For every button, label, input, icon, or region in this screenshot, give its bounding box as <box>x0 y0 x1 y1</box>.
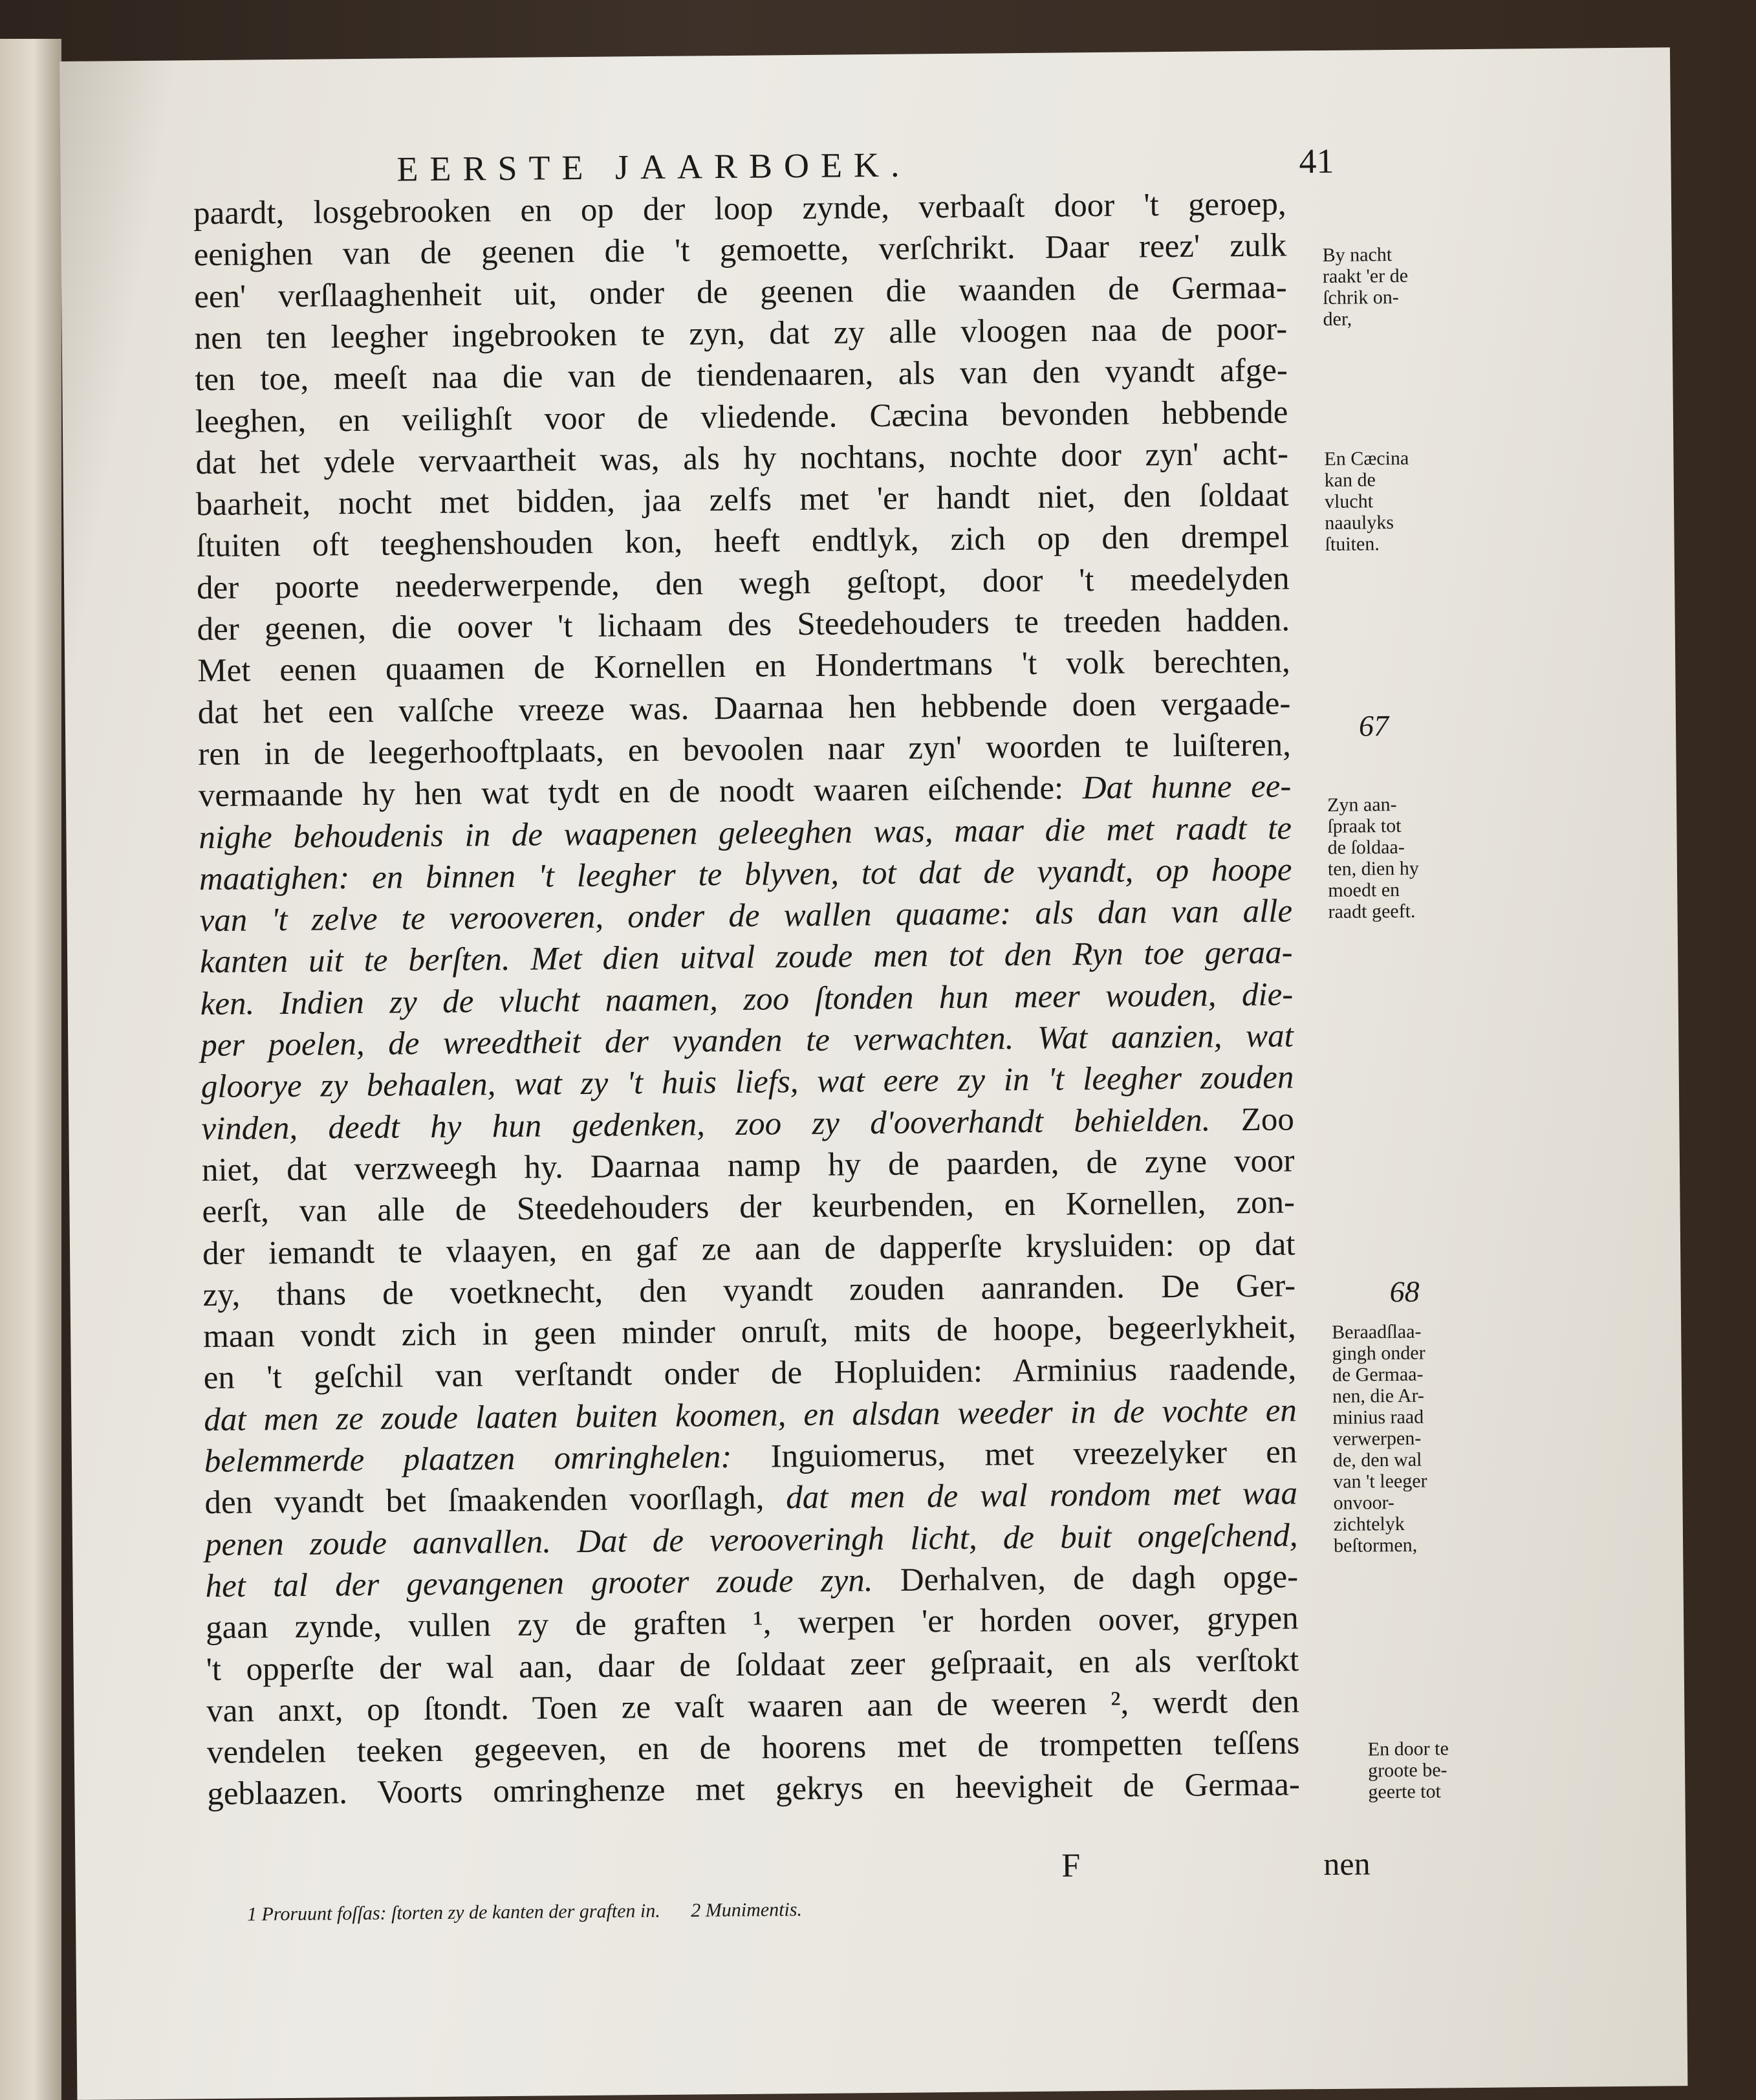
roman-text: ten toe, meeſt naa die van de tiendenaaren, als van den vyandt afge- <box>195 352 1288 399</box>
margin-note-line: de Germaa- <box>1332 1363 1424 1386</box>
roman-text: der geenen, die oover 't lichaam des Steedehouders te treeden hadden. <box>197 602 1290 648</box>
margin-note-line: minius raad <box>1332 1406 1424 1428</box>
margin-note-line: nen, die Ar- <box>1332 1384 1425 1407</box>
roman-text: der iemandt te vlaayen, en gaf ze aan de dapperſte krysluiden: op dat <box>202 1225 1295 1272</box>
margin-note-line: vlucht <box>1324 490 1374 512</box>
footnote: 1 Proruunt foſſas: ſtorten zy de kanten der graften in. <box>246 1900 660 1925</box>
margin-note-line: van 't leeger <box>1333 1470 1427 1493</box>
margin-note-line: raadt geeft. <box>1328 900 1416 923</box>
margin-note-line: beſtormen, <box>1333 1534 1418 1557</box>
margin-section-number: 68 <box>1389 1274 1420 1309</box>
italic-text: belemmerde plaatzen omringhelen: <box>204 1438 771 1480</box>
margin-note-line: ſpraak tot <box>1327 815 1402 837</box>
margin-note-line: zichtelyk <box>1333 1513 1405 1535</box>
roman-text: ſtuiten oft teeghenshouden kon, heeft endtlyk, zich op den drempel <box>196 518 1290 565</box>
text-line <box>207 1764 1300 1815</box>
roman-text: gaan zynde, vullen zy de graften ¹, werpen 'er horden oover, grypen <box>205 1600 1299 1646</box>
margin-note <box>1368 1737 1517 1802</box>
italic-text: gloorye zy behaalen, wat zy 't huis liefs, wat eere zy in 't leegher zouden <box>201 1059 1294 1106</box>
italic-text: van 't zelve te verooveren, onder de wallen quaame: als dan van alle <box>199 893 1293 939</box>
roman-text: ren in de leegerhooftplaats, en bevoolen naar zyn' woorden te luiſteren, <box>198 727 1292 773</box>
margin-note <box>1324 447 1473 555</box>
italic-text: nighe behoudenis in de waapenen geleeghen was, maar die met raadt te <box>199 809 1292 856</box>
margin-note-line: ſchrik on- <box>1323 286 1399 309</box>
italic-text: ken. Indien zy de vlucht naamen, zoo ſtonden hun meer wouden, die- <box>200 976 1294 1022</box>
italic-text: Dat hunne ee- <box>1082 768 1292 807</box>
italic-text: vinden, deedt hy hun gedenken, zoo zy d'ooverhandt behielden. <box>201 1101 1241 1147</box>
margin-note <box>1323 243 1472 330</box>
roman-text: eerſt, van alle de Steedehouders der keurbenden, en Kornellen, zon- <box>202 1184 1295 1230</box>
running-head: EERSTE JAARBOEK. <box>396 145 911 189</box>
margin-note <box>1327 793 1477 923</box>
roman-text: dat het ydele vervaartheit was, als hy nochtans, nochte door zyn' acht- <box>195 435 1289 481</box>
roman-text: van anxt, op ſtondt. Toen ze vaſt waaren aan de weeren ², werdt den <box>206 1683 1300 1729</box>
roman-text: zy, thans de voetknecht, den vyandt zouden aanranden. De Ger- <box>202 1267 1296 1313</box>
margin-note-line: By nacht <box>1322 244 1393 266</box>
margin-note-line: der, <box>1323 308 1352 330</box>
margin-note-line: de ſoldaa- <box>1327 836 1405 859</box>
italic-text: maatighen: en binnen 't leegher te blyven, tot dat de vyandt, op hoope <box>199 851 1292 897</box>
page-number: 41 <box>1299 141 1334 181</box>
previous-page-edge <box>0 39 61 2100</box>
footnotes <box>247 1899 828 1926</box>
roman-text: nen ten leegher ingebrooken te zyn, dat zy alle vloogen naa de poor- <box>194 311 1288 357</box>
margin-note-line: Zyn aan- <box>1327 794 1397 816</box>
roman-text: vendelen teeken gegeeven, en de hoorens met de trompetten teſſens <box>206 1725 1300 1771</box>
margin-note-line: moedt en <box>1328 879 1400 901</box>
margin-note-line: verwerpen- <box>1332 1427 1422 1450</box>
roman-text: vermaande hy hen wat tydt en de noodt waaren eiſchende: <box>198 770 1083 815</box>
signature-mark: F <box>1061 1847 1081 1885</box>
roman-text: paardt, losgebrooken en op der loop zynde, verbaaſt door 't geroep, <box>193 186 1286 232</box>
roman-text: maan vondt zich in geen minder onruſt, mits de hoope, begeerlykheit, <box>202 1309 1296 1355</box>
margin-note <box>1332 1320 1482 1557</box>
roman-text: niet, dat verzweegh hy. Daarnaa namp hy de paarden, de zyne voor <box>201 1143 1295 1189</box>
margin-note-line: naaulyks <box>1325 512 1394 534</box>
catchword: nen <box>1323 1845 1371 1883</box>
italic-text: het tal der gevangenen grooter zoude zyn. <box>205 1562 901 1605</box>
margin-section-number: 67 <box>1358 709 1389 743</box>
footnote: 2 Munimentis. <box>691 1899 803 1921</box>
italic-text: dat men ze zoude laaten buiten koomen, en alsdan weeder in de vochte en <box>204 1392 1297 1438</box>
roman-text: den vyandt bet ſmaakenden voorſlagh, <box>204 1480 786 1522</box>
margin-note-line: Beraadſlaa- <box>1332 1320 1422 1343</box>
roman-text: Met eenen quaamen de Kornellen en Hondertmans 't volk berechten, <box>197 643 1290 690</box>
roman-text: een' verſlaaghenheit uit, onder de geenen die waanden de Germaa- <box>193 269 1287 315</box>
roman-text: Derhalven, de dagh opge- <box>900 1559 1299 1599</box>
roman-text: dat het een valſche vreeze was. Daarnaa hen hebbende doen vergaade- <box>197 685 1291 731</box>
roman-text: Inguiomerus, met vreezelyker en <box>770 1434 1297 1475</box>
roman-text: 't opperſte der wal aan, daar de ſoldaat zeer geſpraait, en als verſtokt <box>206 1641 1299 1688</box>
roman-text: eenighen van de geenen die 't gemoette, verſchrikt. Daar reez' zulk <box>193 227 1287 274</box>
margin-note-line: raakt 'er de <box>1322 265 1409 287</box>
italic-text: kanten uit te berſten. Met dien uitval zoude men tot den Ryn toe geraa- <box>199 934 1293 981</box>
roman-text: der poorte neederwerpende, den wegh geſtopt, door 't meedelyden <box>196 560 1290 606</box>
book-page <box>60 47 1687 2100</box>
margin-note-line: gingh onder <box>1332 1342 1425 1364</box>
margin-note-line: En door te <box>1367 1738 1449 1760</box>
margin-note-line: groote be- <box>1367 1759 1447 1782</box>
margin-note-line: de, den wal <box>1332 1449 1422 1471</box>
roman-text: en 't geſchil van verſtandt onder de Hopluiden: Arminius raadende, <box>203 1350 1297 1397</box>
italic-text: dat men de wal rondom met waa <box>785 1475 1298 1516</box>
roman-text: leeghen, en veilighſt voor de vliedende. Cæcina bevonden hebbende <box>195 393 1288 440</box>
italic-text: per poelen, de wreedtheit der vyanden te verwachten. Wat aanzien, wat <box>201 1018 1294 1064</box>
margin-note-line: En Cæcina <box>1324 447 1409 470</box>
margin-note-line: onvoor- <box>1333 1492 1395 1514</box>
margin-note-line: ſtuiten. <box>1325 533 1380 555</box>
margin-note-line: ten, dien hy <box>1327 857 1419 880</box>
margin-note-line: kan de <box>1324 469 1376 491</box>
roman-text: geblaazen. Voorts omringhenze met gekrys en heevigheit de Germaa- <box>207 1766 1301 1813</box>
roman-text: Zoo <box>1241 1100 1295 1138</box>
italic-text: penen zoude aanvallen. Dat de verooveringh licht, de buit ongeſchend, <box>204 1516 1298 1563</box>
margin-note-line: geerte tot <box>1368 1780 1442 1803</box>
roman-text: baarheit, nocht met bidden, jaa zelfs met 'er handt niet, den ſoldaat <box>195 477 1289 523</box>
